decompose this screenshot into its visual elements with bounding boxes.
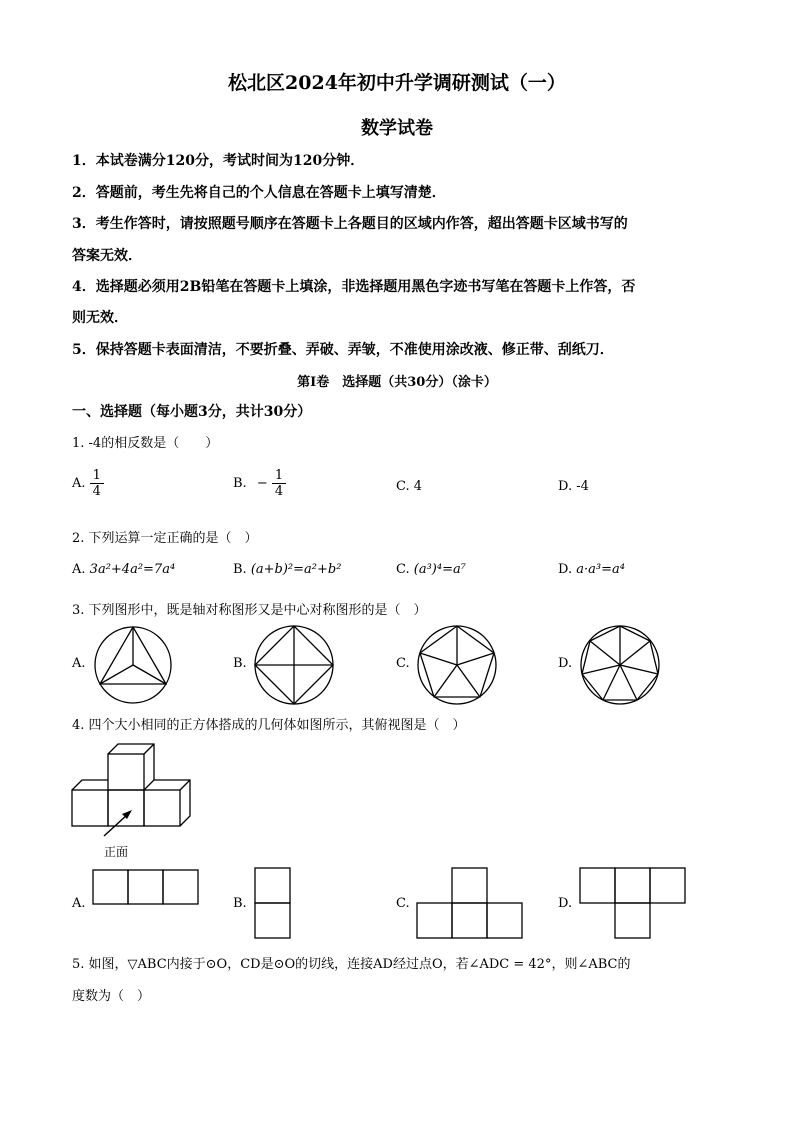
rule-4-cont: 则无效． — [72, 310, 128, 326]
q2-option-d-label: D. — [558, 562, 573, 577]
q2-option-d — [558, 562, 625, 577]
q4-option-d-figure — [579, 867, 687, 939]
q3-option-d-label: D. — [558, 656, 573, 671]
q3-option-b-figure — [252, 625, 342, 705]
q3-stem: 3. 下列图形中，既是轴对称图形又是中心对称图形的是（ ） — [72, 603, 427, 618]
q2-option-a-label: A. — [72, 562, 86, 577]
q1-option-b — [233, 468, 286, 499]
q1-option-b-label: B. — [233, 476, 247, 491]
q2-option-b-label: B. — [233, 562, 247, 577]
q4-option-b-figure — [254, 867, 292, 939]
q3-option-d-figure — [578, 625, 668, 705]
q5-stem-line1: 5. 如图，▽ABC内接于⊙O，CD是⊙O的切线，连接AD经过点O，若∠ADC = 42°，则∠ABC的 — [72, 957, 631, 972]
exam-title: 松北区2024年初中升学调研测试（一） — [228, 72, 566, 94]
q1-a-denominator: 4 — [92, 484, 101, 499]
q4-stem: 4. 四个大小相同的正方体搭成的几何体如图所示，其俯视图是（ ） — [72, 718, 466, 733]
q1-option-c: C. 4 — [396, 479, 423, 494]
q1-option-a-label: A. — [72, 476, 86, 491]
q1-option-b-fraction — [272, 468, 286, 499]
rule-3-cont: 答案无效． — [72, 248, 142, 264]
q2-option-b — [233, 562, 341, 577]
q2-stem: 2. 下列运算一定正确的是（ ） — [72, 531, 258, 546]
q2-option-c — [396, 562, 466, 577]
q4-option-b-label: B. — [233, 896, 247, 911]
q3-option-c-label: C. — [396, 656, 410, 671]
q2-option-c-label: C. — [396, 562, 410, 577]
q1-stem: 1. -4的相反数是（ ） — [72, 436, 219, 451]
q4-option-a-figure — [92, 869, 200, 905]
exam-subtitle: 数学试卷 — [361, 118, 433, 139]
rule-5: 5．保持答题卡表面清洁，不要折叠、弄破、弄皱，不准使用涂改液、修正带、刮纸刀． — [72, 342, 614, 358]
q4-option-c-figure — [416, 867, 524, 939]
q4-front-label: 正面 — [104, 845, 129, 859]
q1-option-d: D. -4 — [558, 479, 589, 494]
q4-option-c-label: C. — [396, 896, 410, 911]
section-heading: 一、选择题（每小题3分，共计30分） — [72, 404, 312, 420]
q1-b-numerator: 1 — [272, 468, 286, 484]
q3-option-b-label: B. — [233, 656, 247, 671]
q4-solid-figure — [70, 740, 200, 840]
q2-option-d-expr: a·a³=a⁴ — [576, 562, 625, 577]
rule-2: 2．答题前，考生先将自己的个人信息在答题卡上填写清楚． — [72, 185, 446, 201]
part-title: 第Ⅰ卷 选择题（共30分）（涂卡） — [297, 375, 497, 390]
rule-3: 3．考生作答时，请按照题号顺序在答题卡上各题目的区域内作答，超出答题卡区域书写的 — [72, 216, 628, 232]
rule-1: 1．本试卷满分120分，考试时间为120分钟． — [72, 153, 365, 169]
q1-option-a — [72, 468, 104, 499]
q3-option-a-label: A. — [72, 656, 86, 671]
q2-option-a — [72, 562, 175, 577]
q1-a-numerator: 1 — [90, 468, 104, 484]
q1-option-a-fraction — [90, 468, 104, 499]
q1-b-denominator: 4 — [274, 484, 284, 499]
q5-stem-line2: 度数为（ ） — [72, 989, 151, 1004]
q3-option-a-figure — [90, 625, 180, 705]
q2-option-a-expr: 3a²+4a²=7a⁴ — [89, 562, 176, 577]
q2-option-b-expr: (a+b)²=a²+b² — [250, 562, 342, 577]
q3-option-c-figure — [414, 625, 504, 705]
q4-option-d-label: D. — [558, 896, 573, 911]
q4-option-a-label: A. — [72, 896, 86, 911]
q2-option-c-expr: (a³)⁴=a⁷ — [413, 562, 466, 577]
rule-4: 4．选择题必须用2B铅笔在答题卡上填涂，非选择题用黑色字迹书写笔在答题卡上作答，否 — [72, 279, 636, 295]
q1-option-b-sign: − — [256, 476, 268, 491]
